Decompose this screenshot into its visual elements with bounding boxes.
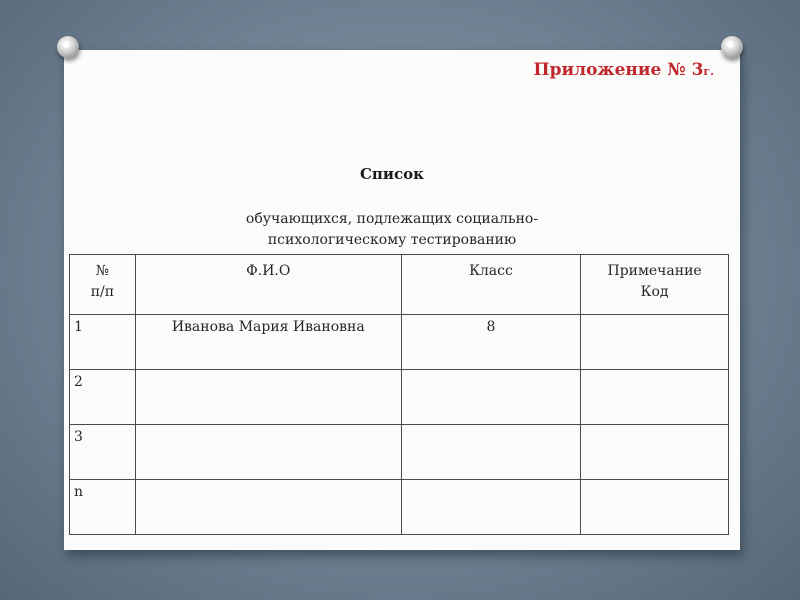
cell-full-name [135, 425, 401, 480]
cell-note [581, 315, 729, 370]
table-row [70, 480, 729, 535]
header-class: Класс [401, 255, 581, 315]
document-subtitle [206, 209, 578, 251]
pushpin-icon [57, 36, 79, 58]
appendix-label [466, 60, 714, 80]
cell-note [581, 370, 729, 425]
subtitle-line: обучающихся, подлежащих социально- [245, 211, 539, 227]
cell-number: n [70, 480, 136, 535]
cell-number: 3 [70, 425, 136, 480]
cell-full-name: Иванова Мария Ивановна [135, 315, 401, 370]
appendix-number: Приложение № 3 [533, 60, 704, 80]
table-row [70, 425, 729, 480]
table-header-row [70, 255, 729, 315]
cell-number: 2 [70, 370, 136, 425]
header-number-line: п/п [90, 284, 115, 300]
header-number-line: № [95, 263, 110, 279]
cell-note [581, 425, 729, 480]
appendix-suffix: г. [703, 65, 714, 78]
subtitle-line: психологическому тестированию [267, 232, 517, 248]
cell-class [401, 480, 581, 535]
cell-full-name [135, 370, 401, 425]
header-note-line: Примечание [607, 263, 702, 279]
cell-note [581, 480, 729, 535]
pushpin-icon [721, 36, 743, 58]
cell-full-name [135, 480, 401, 535]
header-number [70, 255, 136, 315]
header-note [581, 255, 729, 315]
header-note-line: Код [640, 284, 669, 300]
header-full-name: Ф.И.О [135, 255, 401, 315]
cell-class [401, 370, 581, 425]
table-row [70, 315, 729, 370]
cell-class: 8 [401, 315, 581, 370]
cell-class [401, 425, 581, 480]
students-table [69, 254, 729, 535]
cell-number: 1 [70, 315, 136, 370]
document-title: Список [359, 165, 424, 183]
table-row [70, 370, 729, 425]
